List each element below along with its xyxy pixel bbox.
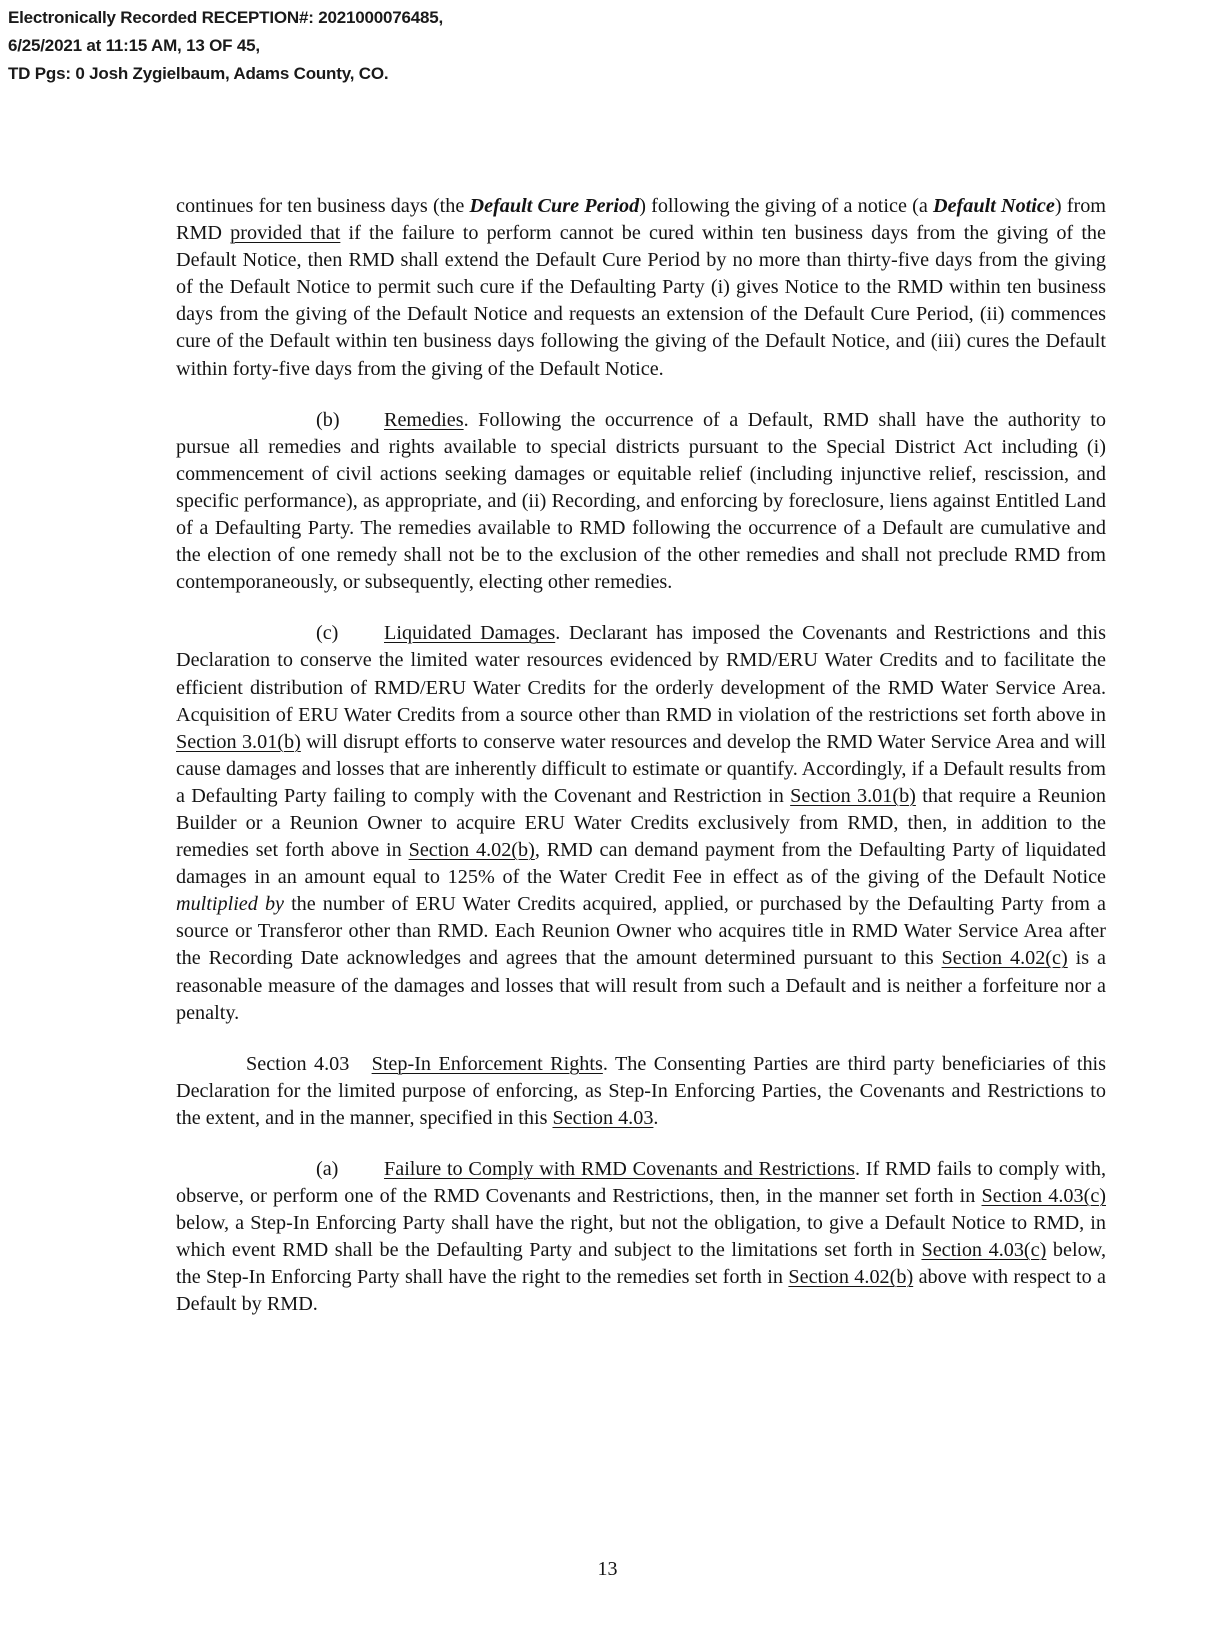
text: above with respect to a Default by RMD. xyxy=(176,1266,1107,1316)
section-reference: Section 4.02(b) xyxy=(408,839,535,862)
underlined-phrase: provided that xyxy=(230,222,341,245)
section-reference: Section 4.03 xyxy=(552,1106,654,1129)
subsection-label: (a) xyxy=(316,1158,339,1180)
paragraph-liquidated-damages xyxy=(176,620,1106,1026)
text: is a reasonable measure of the damages and losses that will result from such a Default and is neither a forfeiture nor a penalty. xyxy=(176,947,1106,1024)
section-reference: Section 3.01(b) xyxy=(176,730,301,753)
text: . Following the occurrence of a Default, RMD shall have the authority to pursue all remedies and rights available to special districts pursuant to the Special District Act including (i) commencement of civil actions seeking damages or equitable relief (including injunctive relief, rescission, and specific performance), as appropriate, and (ii) Recording, and enforcing by foreclosure, liens against Entitled Land of a Defaulting Party. The remedies available to RMD following the occurrence of a Default are cumulative and the election of one remedy shall not be to the exclusion of the other remedies and shall not preclude RMD from contemporaneously, or subsequently, electing other remedies. xyxy=(176,408,1106,594)
text: the number of ERU Water Credits acquired, applied, or purchased by the Defaulting Party from a source or Transferor other than RMD. Each Reunion Owner who acquires title in RMD Water Service Area after the Recording Date acknowledges and agrees that the amount determined pursuant to this xyxy=(176,893,1106,970)
paragraph-failure-to-comply xyxy=(176,1156,1106,1319)
section-reference: Section 4.03(c) xyxy=(981,1185,1106,1208)
text: . xyxy=(653,1106,659,1129)
subsection-heading: Remedies xyxy=(384,408,464,431)
text: continues for ten business days (the xyxy=(176,195,470,217)
text: below, the Step-In Enforcing Party shall have the right to the remedies set forth in xyxy=(176,1239,1106,1289)
text: that require a Reunion Builder or a Reunion Owner to acquire ERU Water Credits exclusively from RMD, then, in addition to the remedies set forth above in xyxy=(176,784,1106,862)
text: . If RMD fails to comply with, observe, or perform one of the RMD Covenants and Restrictions, then, in the manner set forth in xyxy=(176,1158,1106,1208)
text: . The Consenting Parties are third party beneficiaries of this Declaration for the limited purpose of enforcing, as Step-In Enforcing Parties, the Covenants and Restrictions to the extent, and in the manner, specified in this xyxy=(176,1052,1107,1129)
text: below, a Step-In Enforcing Party shall have the right, but not the obligation, to give a Default Notice to RMD, in which event RMD shall be the Defaulting Party and subject to the limitations set forth in xyxy=(176,1212,1106,1262)
subsection-label: (b) xyxy=(316,408,340,431)
text: ) from RMD xyxy=(176,195,1106,245)
stamp-line-recorder: TD Pgs: 0 Josh Zygielbaum, Adams County, CO. xyxy=(8,64,389,83)
paragraph-default-cure xyxy=(176,193,1106,383)
stamp-line-date: 6/25/2021 at 11:15 AM, 13 OF 45, xyxy=(8,36,260,55)
defined-term: Default Cure Period xyxy=(469,195,640,217)
subsection-heading: Failure to Comply with RMD Covenants and Restrictions xyxy=(384,1158,855,1180)
text: . Declarant has imposed the Covenants and Restrictions and this Declaration to conserve the limited water resources evidenced by RMD/ERU Water Credits and to facilitate the efficient distribution of RMD/ERU Water Credits for the orderly development of the RMD Water Service Area. Acquisition of ERU Water Credits from a source other than RMD in violation of the restrictions set forth above in xyxy=(176,622,1106,726)
text: , RMD can demand payment from the Defaulting Party of liquidated damages in an amount equal to 125% of the Water Credit Fee in effect as of the giving of the Default Notice xyxy=(176,839,1106,889)
section-heading: Step-In Enforcement Rights xyxy=(371,1052,603,1075)
section-reference: Section 4.02(b) xyxy=(788,1266,914,1289)
paragraph-remedies xyxy=(176,407,1106,597)
defined-term: Default Notice xyxy=(933,195,1055,217)
text: ) following the giving of a notice (a xyxy=(639,195,934,217)
section-reference: Section 4.02(c) xyxy=(941,947,1068,970)
text: will disrupt efforts to conserve water resources and develop the RMD Water Service Area and will cause damages and losses that are inherently difficult to estimate or quantify. Accordingly, if a Default results from a Defaulting Party failing to comply with the Covenant and Restriction in xyxy=(176,730,1107,807)
page-number: 13 xyxy=(597,1558,618,1580)
subsection-label: (c) xyxy=(316,622,339,645)
paragraph-step-in-rights xyxy=(176,1051,1106,1132)
document-body xyxy=(176,193,1106,1319)
subsection-heading: Liquidated Damages xyxy=(384,622,556,645)
text: if the failure to perform cannot be cured within ten business days from the giving of the Default Notice, then RMD shall extend the Default Cure Period by no more than thirty-five days from the giving of the Default Notice to permit such cure if the Defaulting Party (i) gives Notice to the RMD within ten business days from the giving of the Default Notice and requests an extension of the Default Cure Period, (ii) commences cure of the Default within ten business days following the giving of the Default Notice, and (iii) cures the Default within forty-five days from the giving of the Default Notice. xyxy=(176,222,1106,380)
italic-phrase: multiplied by xyxy=(176,893,284,916)
section-reference: Section 3.01(b) xyxy=(790,784,916,807)
section-reference: Section 4.03(c) xyxy=(921,1239,1047,1262)
recording-stamp xyxy=(8,4,443,88)
section-label: Section 4.03 xyxy=(246,1052,350,1075)
stamp-line-reception: Electronically Recorded RECEPTION#: 2021000076485, xyxy=(8,8,444,27)
